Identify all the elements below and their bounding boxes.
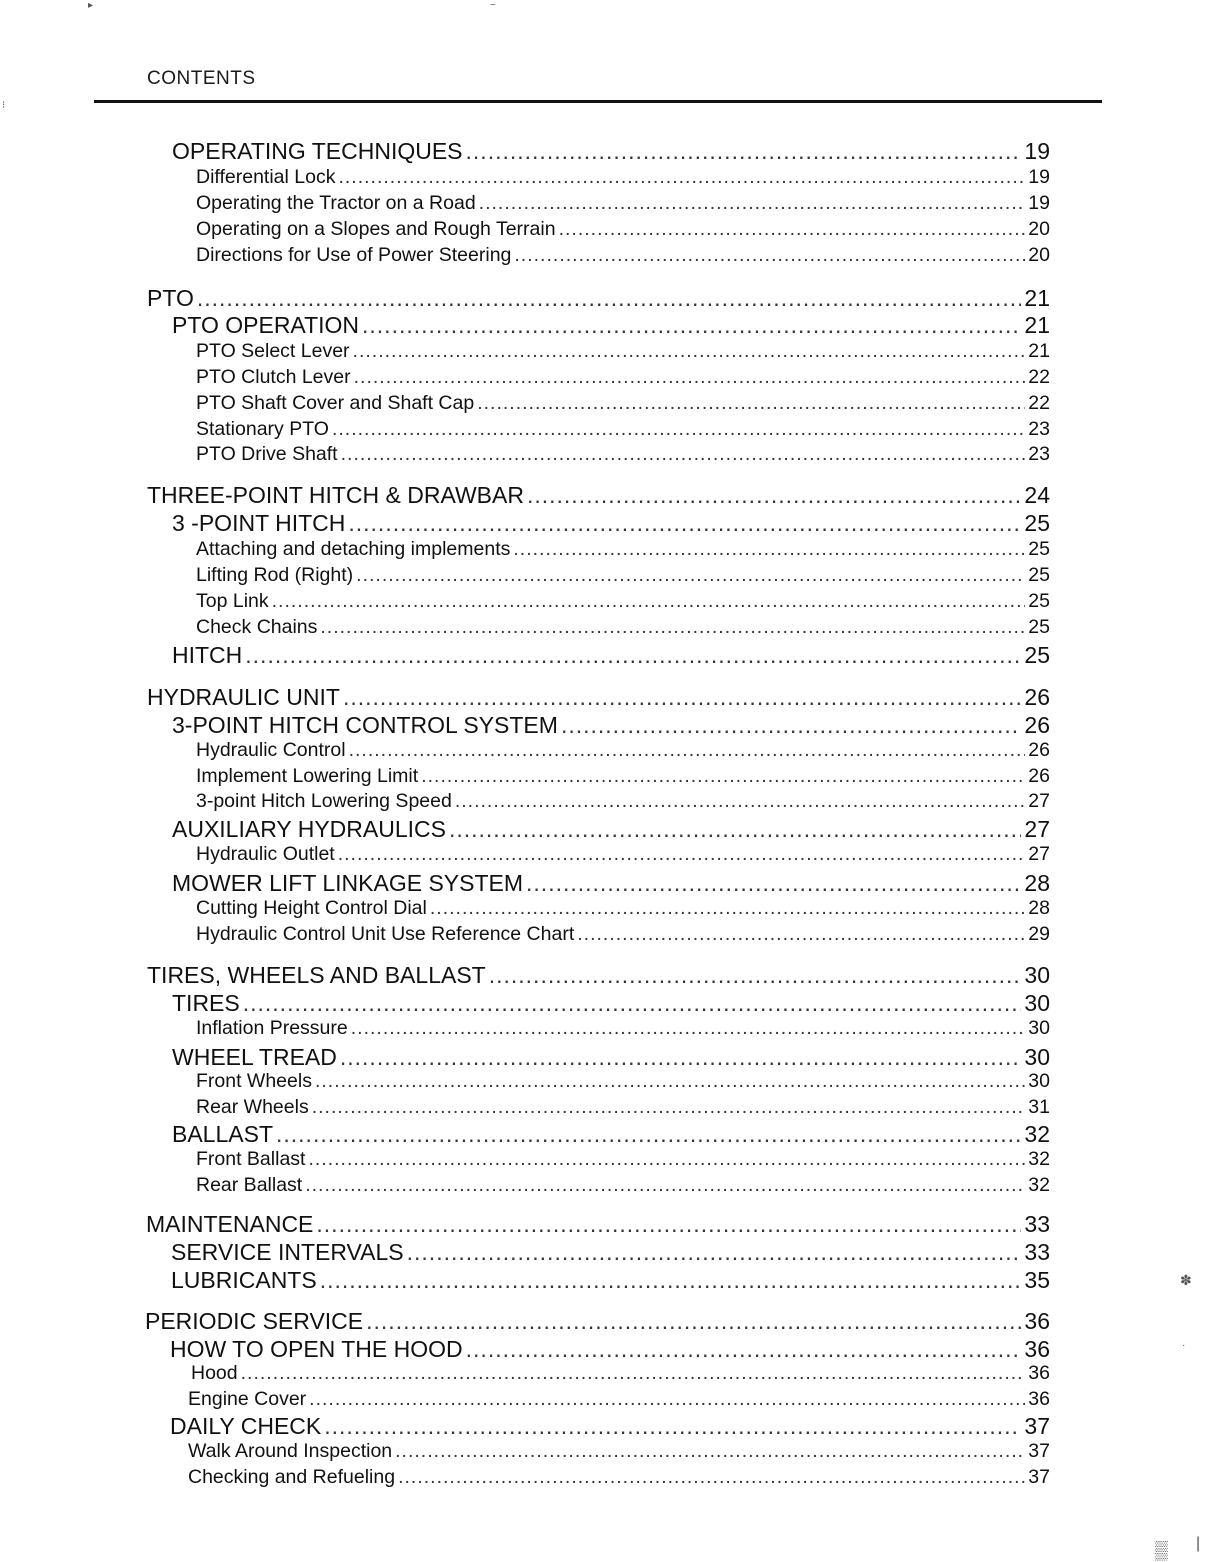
toc-entry-title: HITCH xyxy=(172,642,243,668)
toc-entry-title: PTO Drive Shaft xyxy=(196,443,338,465)
scan-speck: · xyxy=(1182,1340,1186,1351)
toc-entry-page: 19 xyxy=(1028,192,1050,214)
dot-leader xyxy=(398,1466,1025,1489)
dot-leader xyxy=(316,1211,1021,1238)
toc-entry-title: Hydraulic Control Unit Use Reference Chart xyxy=(196,923,575,945)
toc-entry-title: PTO xyxy=(147,285,194,311)
toc-entry-title: PTO Clutch Lever xyxy=(196,366,351,388)
toc-entry[interactable] xyxy=(196,443,1050,466)
toc-entry[interactable] xyxy=(196,392,1050,415)
scan-speck: | xyxy=(1196,1535,1201,1552)
toc-entry[interactable] xyxy=(171,1239,1050,1266)
dot-leader xyxy=(338,166,1025,189)
toc-entry[interactable] xyxy=(172,642,1050,669)
toc-entry-title: Rear Ballast xyxy=(196,1174,303,1196)
toc-entry-title: Inflation Pressure xyxy=(196,1017,348,1039)
toc-entry[interactable] xyxy=(172,510,1050,537)
toc-entry-page: 27 xyxy=(1028,790,1050,812)
toc-entry-title: Engine Cover xyxy=(188,1388,307,1410)
toc-entry[interactable] xyxy=(172,816,1050,843)
toc-entry-title: TIRES xyxy=(172,990,240,1016)
dot-leader xyxy=(338,843,1026,866)
toc-entry-page: 31 xyxy=(1028,1096,1050,1118)
toc-entry-title: Differential Lock xyxy=(196,166,336,188)
toc-entry-title: TIRES, WHEELS AND BALLAST xyxy=(147,962,486,988)
toc-entry[interactable] xyxy=(171,1267,1050,1294)
toc-entry-title: WHEEL TREAD xyxy=(172,1044,337,1070)
toc-entry-page: 33 xyxy=(1024,1239,1050,1265)
dot-leader xyxy=(243,990,1022,1017)
toc-entry-title: AUXILIARY HYDRAULICS xyxy=(172,816,446,842)
toc-entry-page: 25 xyxy=(1028,590,1050,612)
toc-entry-page: 22 xyxy=(1028,392,1050,414)
toc-entry-page: 26 xyxy=(1024,712,1050,738)
toc-entry-title: MAINTENANCE xyxy=(146,1211,314,1237)
toc-entry-page: 37 xyxy=(1028,1466,1050,1488)
toc-entry-page: 21 xyxy=(1024,285,1050,311)
toc-entry-page: 37 xyxy=(1024,1413,1050,1439)
toc-entry-page: 19 xyxy=(1024,138,1050,164)
toc-entry-title: PERIODIC SERVICE xyxy=(145,1308,364,1334)
toc-entry-title: Front Ballast xyxy=(196,1148,306,1170)
toc-entry-page: 32 xyxy=(1028,1148,1050,1170)
dot-leader xyxy=(477,392,1025,415)
dot-leader xyxy=(421,765,1025,788)
toc-entry-title: Hydraulic Outlet xyxy=(196,843,335,865)
toc-entry-page: 26 xyxy=(1028,739,1050,761)
toc-entry[interactable] xyxy=(196,765,1050,788)
toc-entry-title: PTO Shaft Cover and Shaft Cap xyxy=(196,392,475,414)
toc-entry-page: 30 xyxy=(1028,1017,1050,1039)
toc-entry[interactable] xyxy=(196,1070,1050,1093)
toc-entry-page: 32 xyxy=(1024,1121,1050,1147)
toc-entry-page: 28 xyxy=(1028,897,1050,919)
dot-leader xyxy=(340,1044,1022,1071)
dot-leader xyxy=(197,285,1022,312)
toc-entry[interactable] xyxy=(172,1044,1050,1071)
dot-leader xyxy=(312,1096,1026,1119)
toc-entry-title: Front Wheels xyxy=(196,1070,312,1092)
scan-speck: ⁝ xyxy=(2,100,6,111)
page-title: CONTENTS xyxy=(147,68,256,89)
toc-entry[interactable] xyxy=(196,340,1050,363)
toc-entry-page: 36 xyxy=(1028,1388,1050,1410)
toc-entry-page: 37 xyxy=(1028,1440,1050,1462)
dot-leader xyxy=(513,538,1025,561)
scan-speck: ▸ xyxy=(88,0,94,11)
toc-entry-title: Rear Wheels xyxy=(196,1096,309,1118)
toc-entry-page: 20 xyxy=(1028,244,1050,266)
toc-entry-page: 22 xyxy=(1028,366,1050,388)
toc-entry[interactable] xyxy=(170,1413,1050,1440)
dot-leader xyxy=(308,1148,1025,1171)
dot-leader xyxy=(407,1239,1022,1266)
toc-entry[interactable] xyxy=(172,712,1050,739)
toc-entry-title: HYDRAULIC UNIT xyxy=(147,684,340,710)
toc-entry-page: 20 xyxy=(1028,218,1050,240)
toc-entry-page: 30 xyxy=(1028,1070,1050,1092)
toc-entry[interactable] xyxy=(196,366,1050,389)
toc-entry-title: OPERATING TECHNIQUES xyxy=(172,138,463,164)
dot-leader xyxy=(356,564,1025,587)
toc-entry[interactable] xyxy=(196,244,1050,267)
toc-entry-page: 29 xyxy=(1028,923,1050,945)
scan-speck: ▒ xyxy=(1155,1540,1168,1560)
toc-entry[interactable] xyxy=(196,897,1050,920)
dot-leader xyxy=(577,923,1025,946)
toc-entry-page: 25 xyxy=(1028,616,1050,638)
toc-entry-title: 3 -POINT HITCH xyxy=(172,510,346,536)
toc-entry-page: 26 xyxy=(1024,684,1050,710)
toc-entry[interactable] xyxy=(196,1148,1050,1171)
toc-entry[interactable] xyxy=(188,1440,1050,1463)
toc-entry[interactable] xyxy=(196,1174,1050,1197)
toc-entry-page: 25 xyxy=(1028,538,1050,560)
toc-entry[interactable] xyxy=(196,790,1050,813)
toc-entry[interactable] xyxy=(145,1308,1050,1335)
dot-leader xyxy=(559,218,1026,241)
toc-entry[interactable] xyxy=(188,1466,1050,1489)
dot-leader xyxy=(320,616,1025,639)
toc-entry-title: Cutting Height Control Dial xyxy=(196,897,427,919)
toc-entry[interactable] xyxy=(196,418,1050,441)
dot-leader xyxy=(449,816,1021,843)
dot-leader xyxy=(348,510,1021,537)
dot-leader xyxy=(526,870,1021,897)
toc-entry-page: 21 xyxy=(1024,312,1050,338)
dot-leader xyxy=(479,192,1026,215)
toc-entry-title: MOWER LIFT LINKAGE SYSTEM xyxy=(172,870,524,896)
toc-entry-title: DAILY CHECK xyxy=(170,1413,322,1439)
toc-entry[interactable] xyxy=(196,616,1050,639)
toc-entry-title: THREE-POINT HITCH & DRAWBAR xyxy=(147,482,524,508)
dot-leader xyxy=(309,1388,1025,1411)
toc-entry[interactable] xyxy=(172,312,1050,339)
toc-entry[interactable] xyxy=(170,1336,1050,1363)
toc-entry[interactable] xyxy=(196,1096,1050,1119)
toc-entry-title: Stationary PTO xyxy=(196,418,329,440)
toc-entry[interactable] xyxy=(196,843,1050,866)
toc-entry-title: Operating on a Slopes and Rough Terrain xyxy=(196,218,556,240)
toc-entry-title: Implement Lowering Limit xyxy=(196,765,419,787)
toc-entry[interactable] xyxy=(172,990,1050,1017)
toc-entry-page: 21 xyxy=(1028,340,1050,362)
dot-leader xyxy=(527,482,1021,509)
toc-entry[interactable] xyxy=(172,138,1050,165)
dot-leader xyxy=(561,712,1021,739)
toc-entry-page: 36 xyxy=(1028,1362,1050,1384)
dot-leader xyxy=(341,443,1026,466)
toc-entry-title: HOW TO OPEN THE HOOD xyxy=(170,1336,463,1362)
toc-entry-title: Check Chains xyxy=(196,616,318,638)
dot-leader xyxy=(455,790,1025,813)
dot-leader xyxy=(354,366,1026,389)
toc-entry-page: 27 xyxy=(1024,816,1050,842)
dot-leader xyxy=(489,962,1022,989)
dot-leader xyxy=(272,590,1026,613)
toc-entry-title: Hood xyxy=(191,1362,238,1384)
dot-leader xyxy=(466,1336,1022,1363)
toc-entry-page: 33 xyxy=(1024,1211,1050,1237)
scan-speck: ✽ xyxy=(1180,1272,1192,1288)
toc-entry[interactable] xyxy=(196,590,1050,613)
toc-entry-title: Attaching and detaching implements xyxy=(196,538,511,560)
dot-leader xyxy=(315,1070,1025,1093)
toc-entry-page: 35 xyxy=(1024,1267,1050,1293)
scan-speck: ~ xyxy=(490,0,496,11)
toc-entry[interactable] xyxy=(147,285,1050,312)
toc-entry-title: 3-POINT HITCH CONTROL SYSTEM xyxy=(172,712,558,738)
toc-entry-title: Operating the Tractor on a Road xyxy=(196,192,476,214)
toc-entry-page: 23 xyxy=(1028,443,1050,465)
toc-entry-page: 36 xyxy=(1024,1336,1050,1362)
toc-entry[interactable] xyxy=(188,1388,1050,1411)
dot-leader xyxy=(349,739,1026,762)
toc-entry-page: 30 xyxy=(1024,1044,1050,1070)
toc-entry[interactable] xyxy=(147,962,1050,989)
toc-entry[interactable] xyxy=(172,870,1050,897)
toc-entry-title: LUBRICANTS xyxy=(171,1267,317,1293)
toc-entry-title: Directions for Use of Power Steering xyxy=(196,244,512,266)
toc-entry-page: 24 xyxy=(1024,482,1050,508)
dot-leader xyxy=(395,1440,1025,1463)
toc-entry[interactable] xyxy=(172,1121,1050,1148)
toc-entry[interactable] xyxy=(191,1362,1050,1385)
toc-entry-page: 30 xyxy=(1024,962,1050,988)
toc-entry[interactable] xyxy=(196,166,1050,189)
toc-entry-title: Hydraulic Control xyxy=(196,739,346,761)
dot-leader xyxy=(324,1413,1021,1440)
dot-leader xyxy=(366,1308,1021,1335)
toc-entry-title: Top Link xyxy=(196,590,269,612)
dot-leader xyxy=(343,684,1021,711)
dot-leader xyxy=(276,1121,1021,1148)
dot-leader xyxy=(362,312,1021,339)
toc-entry-title: Walk Around Inspection xyxy=(188,1440,393,1462)
toc-entry-page: 25 xyxy=(1024,642,1050,668)
toc-entry-title: SERVICE INTERVALS xyxy=(171,1239,404,1265)
toc-entry-page: 26 xyxy=(1028,765,1050,787)
toc-entry[interactable] xyxy=(196,564,1050,587)
dot-leader xyxy=(351,1017,1026,1040)
toc-entry-page: 19 xyxy=(1028,166,1050,188)
dot-leader xyxy=(245,642,1021,669)
toc-entry[interactable] xyxy=(196,739,1050,762)
toc-entry-title: BALLAST xyxy=(172,1121,273,1147)
toc-entry-page: 36 xyxy=(1024,1308,1050,1334)
toc-entry[interactable] xyxy=(196,218,1050,241)
toc-entry[interactable] xyxy=(147,482,1050,509)
toc-entry-page: 32 xyxy=(1028,1174,1050,1196)
dot-leader xyxy=(353,340,1026,363)
toc-entry[interactable] xyxy=(196,192,1050,215)
toc-entry[interactable] xyxy=(196,1017,1050,1040)
toc-entry-title: 3-point Hitch Lowering Speed xyxy=(196,790,452,812)
toc-entry[interactable] xyxy=(196,923,1050,946)
dot-leader xyxy=(332,418,1025,441)
toc-entry-page: 25 xyxy=(1024,510,1050,536)
toc-entry[interactable] xyxy=(146,1211,1050,1238)
toc-entry-title: PTO Select Lever xyxy=(196,340,350,362)
toc-entry-page: 25 xyxy=(1028,564,1050,586)
dot-leader xyxy=(514,244,1025,267)
toc-entry[interactable] xyxy=(196,538,1050,561)
dot-leader xyxy=(466,138,1022,165)
toc-entry-title: Checking and Refueling xyxy=(188,1466,396,1488)
toc-entry-page: 27 xyxy=(1028,843,1050,865)
toc-entry-page: 30 xyxy=(1024,990,1050,1016)
toc-entry-title: PTO OPERATION xyxy=(172,312,360,338)
toc-entry[interactable] xyxy=(147,684,1050,711)
dot-leader xyxy=(241,1362,1026,1385)
dot-leader xyxy=(430,897,1025,920)
dot-leader xyxy=(320,1267,1022,1294)
toc-entry-page: 28 xyxy=(1024,870,1050,896)
toc-entry-page: 23 xyxy=(1028,418,1050,440)
dot-leader xyxy=(305,1174,1025,1197)
toc-entry-title: Lifting Rod (Right) xyxy=(196,564,354,586)
